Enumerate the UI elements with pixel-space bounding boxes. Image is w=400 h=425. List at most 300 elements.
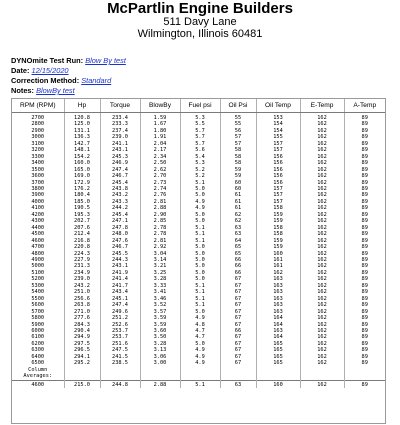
table-cell: 277.6 [64, 315, 100, 321]
table-cell: 2.92 [140, 244, 180, 250]
table-cell: 156 [256, 173, 300, 179]
table-cell: 169.0 [64, 173, 100, 179]
table-cell: 58 [220, 154, 256, 160]
table-cell: 66 [220, 270, 256, 276]
table-cell: 89 [344, 263, 385, 269]
table-cell: 162 [300, 180, 344, 186]
table-cell: 62 [220, 218, 256, 224]
averages-row [12, 380, 385, 388]
table-cell: 153 [256, 113, 300, 122]
table-cell: 131.1 [64, 128, 100, 134]
table-cell: 180.4 [64, 192, 100, 198]
table-cell: 295.2 [64, 360, 100, 366]
table-cell: 60 [220, 186, 256, 192]
table-cell: 220.8 [64, 244, 100, 250]
table-cell: 3.52 [140, 302, 180, 308]
table-cell: 4200 [31, 211, 45, 218]
table-cell: 5.2 [180, 167, 220, 173]
table-cell: 162 [300, 244, 344, 250]
table-cell: 89 [344, 334, 385, 340]
table-cell: 67 [220, 276, 256, 282]
table-cell: 5.7 [180, 141, 220, 147]
table-cell: 3800 [31, 185, 45, 192]
table-cell: 243.1 [100, 147, 140, 153]
notes-line [11, 86, 75, 95]
table-cell: 238.5 [100, 360, 140, 366]
table-cell: 1.59 [140, 113, 180, 122]
table-cell: 4900 [31, 256, 45, 263]
table-row [12, 113, 385, 122]
table-cell: 89 [344, 199, 385, 205]
table-cell: 89 [344, 328, 385, 334]
average-cell: 5.1 [180, 380, 220, 388]
table-cell: 165 [256, 354, 300, 360]
table-cell: 89 [344, 205, 385, 211]
table-cell: 5000 [31, 263, 45, 270]
table-cell: 253.7 [100, 328, 140, 334]
table-cell: 224.3 [64, 251, 100, 257]
table-cell: 66 [220, 263, 256, 269]
table-cell: 5900 [31, 321, 45, 328]
table-cell: 159 [256, 238, 300, 244]
table-cell: 162 [300, 121, 344, 127]
table-cell: 3.41 [140, 289, 180, 295]
table-cell: 256.6 [64, 296, 100, 302]
correction-link[interactable]: Standard [81, 76, 112, 85]
table-cell: 2.81 [140, 199, 180, 205]
table-cell: 89 [344, 167, 385, 173]
table-cell: 5.0 [180, 186, 220, 192]
table-cell: 2.50 [140, 160, 180, 166]
table-cell: 89 [344, 276, 385, 282]
table-cell: 67 [220, 302, 256, 308]
test-run-link[interactable]: Blow By test [85, 56, 126, 65]
table-cell-empty [220, 367, 256, 381]
table-cell: 3.59 [140, 315, 180, 321]
table-cell: 5100 [31, 269, 45, 276]
table-cell: 247.4 [100, 167, 140, 173]
table-cell: 55 [220, 113, 256, 122]
table-cell: 190.5 [64, 205, 100, 211]
table-cell: 244.3 [100, 257, 140, 263]
table-cell: 125.0 [64, 121, 100, 127]
table-cell: 5.0 [180, 276, 220, 282]
average-cell: 215.0 [64, 380, 100, 388]
table-cell: 162 [300, 218, 344, 224]
table-cell: 89 [344, 257, 385, 263]
table-cell: 5.7 [180, 134, 220, 140]
table-cell: 5.0 [180, 309, 220, 315]
table-cell: 158 [256, 205, 300, 211]
table-cell: 159 [256, 244, 300, 250]
table-cell: 245.3 [100, 154, 140, 160]
table-cell: 245.4 [100, 212, 140, 218]
table-cell: 89 [344, 251, 385, 257]
column-header: Oil Temp [256, 99, 300, 113]
table-cell: 89 [344, 134, 385, 140]
table-cell: 89 [344, 128, 385, 134]
table-cell: 3.33 [140, 283, 180, 289]
table-cell: 246.7 [100, 173, 140, 179]
table-cell: 294.9 [64, 334, 100, 340]
table-cell: 4.7 [180, 334, 220, 340]
table-cell: 162 [300, 238, 344, 244]
table-cell: 165 [256, 341, 300, 347]
company-city: Wilmington, Illinois 60481 [137, 28, 263, 40]
table-cell: 5.0 [180, 212, 220, 218]
table-cell: 6400 [31, 353, 45, 360]
correction-line [11, 76, 111, 85]
test-run-label: DYNOmite Test Run: [11, 56, 84, 65]
table-cell: 89 [344, 283, 385, 289]
table-cell: 5.7 [180, 128, 220, 134]
table-cell: 162 [300, 186, 344, 192]
table-cell-empty [140, 367, 180, 381]
table-cell: 163 [256, 302, 300, 308]
table-cell: 243.3 [100, 199, 140, 205]
table-cell: 3.50 [140, 334, 180, 340]
table-cell: 239.0 [64, 276, 100, 282]
table-cell: 89 [344, 347, 385, 353]
table-cell: 249.6 [100, 309, 140, 315]
table-cell: 247.4 [100, 302, 140, 308]
table-cell: 148.1 [64, 147, 100, 153]
table-cell: 1.80 [140, 128, 180, 134]
table-cell: 247.8 [100, 225, 140, 231]
table-cell: 5.1 [180, 296, 220, 302]
table-cell: 162 [300, 141, 344, 147]
table-cell: 162 [300, 347, 344, 353]
table-cell: 5.0 [180, 257, 220, 263]
table-cell: 233.3 [100, 121, 140, 127]
table-cell: 89 [344, 296, 385, 302]
table-cell: 227.9 [64, 257, 100, 263]
table-cell: 5.1 [180, 289, 220, 295]
table-cell: 245.5 [100, 251, 140, 257]
table-cell: 6300 [31, 347, 45, 354]
table-cell: 185.0 [64, 199, 100, 205]
column-header: BlowBy [140, 99, 180, 113]
table-cell: 156 [256, 180, 300, 186]
table-cell: 162 [300, 231, 344, 237]
table-cell: 154 [256, 121, 300, 127]
table-cell: 6200 [31, 340, 45, 347]
table-cell: 5.0 [180, 218, 220, 224]
table-cell: 61 [220, 192, 256, 198]
average-cell: 162 [300, 380, 344, 388]
table-cell: 3.04 [140, 251, 180, 257]
average-cell: 4600 [12, 380, 64, 388]
table-cell: 5800 [31, 315, 45, 322]
table-cell: 89 [344, 225, 385, 231]
table-cell: 162 [300, 302, 344, 308]
table-cell: 89 [344, 147, 385, 153]
table-cell: 162 [300, 270, 344, 276]
table-cell: 243.8 [100, 186, 140, 192]
table-cell: 4600 [31, 237, 45, 244]
table-cell: 243.2 [64, 283, 100, 289]
table-cell: 231.3 [64, 263, 100, 269]
table-cell: 65 [220, 244, 256, 250]
table-cell: 154 [256, 128, 300, 134]
table-cell: 5.2 [180, 173, 220, 179]
table-cell: 2.85 [140, 218, 180, 224]
table-cell: 263.8 [64, 302, 100, 308]
table-cell: 3100 [31, 140, 45, 147]
table-cell: 57 [220, 141, 256, 147]
dyno-data-table [11, 98, 386, 424]
table-cell: 2800 [31, 121, 45, 128]
column-header: A-Temp [344, 99, 385, 113]
table-cell: 163 [256, 283, 300, 289]
table-cell: 156 [256, 167, 300, 173]
table-cell: 5.0 [180, 341, 220, 347]
table-cell: 2.90 [140, 212, 180, 218]
table-cell: 163 [256, 309, 300, 315]
table-cell: 89 [344, 302, 385, 308]
table-cell: 243.2 [100, 192, 140, 198]
column-header: Oil Psi [220, 99, 256, 113]
table-cell: 2.88 [140, 205, 180, 211]
table-cell: 5200 [31, 276, 45, 283]
date-link[interactable]: 12/15/2020 [31, 66, 69, 75]
table-cell: 5.1 [180, 302, 220, 308]
table-cell: 5.1 [180, 231, 220, 237]
notes-link[interactable]: BlowBy test [36, 86, 75, 95]
table-cell: 3000 [31, 134, 45, 141]
table-cell: 160 [256, 251, 300, 257]
table-cell: 3.57 [140, 309, 180, 315]
average-cell: 89 [344, 380, 385, 388]
table-cell: 162 [300, 147, 344, 153]
table-cell: 89 [344, 180, 385, 186]
table-cell: 241.9 [100, 270, 140, 276]
table-cell: 3.59 [140, 322, 180, 328]
table-cell: 89 [344, 186, 385, 192]
table-cell: 158 [256, 225, 300, 231]
table-cell: 59 [220, 167, 256, 173]
table-cell: 5.4 [180, 154, 220, 160]
table-cell: 5.0 [180, 244, 220, 250]
table-cell: 162 [300, 334, 344, 340]
table-cell: 252.6 [100, 322, 140, 328]
table-cell: 3300 [31, 153, 45, 160]
table-cell: 237.4 [100, 128, 140, 134]
table-cell: 5.1 [180, 238, 220, 244]
table-cell: 5.0 [180, 251, 220, 257]
table-cell: 89 [344, 212, 385, 218]
table-cell: 67 [220, 315, 256, 321]
table-cell: 4.9 [180, 354, 220, 360]
table-cell: 195.3 [64, 212, 100, 218]
table-cell: 163 [256, 296, 300, 302]
correction-label: Correction Method: [11, 76, 80, 85]
table-cell: 162 [300, 257, 344, 263]
table-cell: 245.4 [100, 180, 140, 186]
table-cell: 165 [256, 360, 300, 366]
table-cell: 157 [256, 147, 300, 153]
table-cell: 5.0 [180, 270, 220, 276]
table-cell: 120.8 [64, 113, 100, 122]
table-cell: 160.0 [64, 160, 100, 166]
table-cell: 207.6 [64, 225, 100, 231]
table-cell: 162 [300, 225, 344, 231]
table-cell: 2900 [31, 127, 45, 134]
average-cell: 2.88 [140, 380, 180, 388]
table-cell: 162 [300, 113, 344, 122]
table-cell: 89 [344, 289, 385, 295]
table-cell: 64 [220, 238, 256, 244]
table-cell: 202.7 [64, 218, 100, 224]
table-cell: 164 [256, 315, 300, 321]
table-cell: 4800 [31, 250, 45, 257]
date-label: Date: [11, 66, 30, 75]
table-cell: 243.1 [100, 263, 140, 269]
table-cell: 4.9 [180, 347, 220, 353]
table-cell: 63 [220, 231, 256, 237]
table-cell: 162 [300, 263, 344, 269]
table-cell: 156 [256, 154, 300, 160]
table-cell: 67 [220, 283, 256, 289]
table-cell: 154.2 [64, 154, 100, 160]
table-cell: 89 [344, 173, 385, 179]
table-cell: 158 [256, 231, 300, 237]
table-cell: 89 [344, 154, 385, 160]
table-cell: 157 [256, 186, 300, 192]
table-cell: 161 [256, 257, 300, 263]
table-cell: 5300 [31, 282, 45, 289]
table-cell: 162 [300, 134, 344, 140]
table-cell: 162 [300, 251, 344, 257]
table-cell: 2.76 [140, 192, 180, 198]
table-cell: 162 [300, 309, 344, 315]
table-cell: 156 [256, 160, 300, 166]
table-cell: 157 [256, 141, 300, 147]
table-cell: 246.7 [100, 244, 140, 250]
table-cell: 159 [256, 212, 300, 218]
table-cell: 157 [256, 199, 300, 205]
average-cell: 63 [220, 380, 256, 388]
table-cell: 243.4 [100, 289, 140, 295]
table-cell: 4.9 [180, 205, 220, 211]
table-cell: 251.6 [100, 341, 140, 347]
table-cell: 162 [300, 154, 344, 160]
table-cell: 248.0 [100, 231, 140, 237]
column-header: Torque [100, 99, 140, 113]
table-cell: 162 [300, 160, 344, 166]
table-cell: 67 [220, 289, 256, 295]
table-cell: 67 [220, 341, 256, 347]
table-cell: 4.9 [180, 360, 220, 366]
table-cell: 247.1 [100, 218, 140, 224]
table-cell: 5.1 [180, 283, 220, 289]
table-cell: 61 [220, 205, 256, 211]
table-cell: 244.2 [100, 205, 140, 211]
table-cell: 2.78 [140, 231, 180, 237]
table-cell: 58 [220, 147, 256, 153]
table-cell: 3400 [31, 160, 45, 167]
table-cell: 159 [256, 218, 300, 224]
column-header: RPM (RPM) [12, 99, 64, 113]
table-cell: 89 [344, 141, 385, 147]
table-cell: 297.5 [64, 341, 100, 347]
table-cell: 163 [256, 289, 300, 295]
table-cell: 253.7 [100, 334, 140, 340]
table-cell: 89 [344, 354, 385, 360]
test-run-line [11, 56, 126, 65]
table-cell: 162 [300, 173, 344, 179]
table-cell: 2.73 [140, 180, 180, 186]
table-cell: 4.8 [180, 322, 220, 328]
table-cell: 89 [344, 113, 385, 122]
table-cell: 247.5 [100, 347, 140, 353]
table-cell: 162 [300, 322, 344, 328]
table-cell: 234.9 [64, 270, 100, 276]
table-cell: 5.0 [180, 192, 220, 198]
table-cell: 162 [300, 296, 344, 302]
table-cell: 155 [256, 134, 300, 140]
table-cell: 296.5 [64, 347, 100, 353]
table-cell: 216.8 [64, 238, 100, 244]
table-cell: 162 [300, 283, 344, 289]
table-cell-empty [180, 367, 220, 381]
table-cell: 164 [256, 322, 300, 328]
table-cell: 67 [220, 322, 256, 328]
table-cell: 89 [344, 309, 385, 315]
table-cell: 4.9 [180, 199, 220, 205]
table-cell: 251.2 [100, 315, 140, 321]
table-cell: 3.13 [140, 347, 180, 353]
table-cell: 89 [344, 192, 385, 198]
table-cell: 162 [300, 354, 344, 360]
table-cell: 89 [344, 341, 385, 347]
table-cell-empty [100, 367, 140, 381]
averages-label-row [12, 367, 385, 381]
table-cell: 89 [344, 322, 385, 328]
table-cell: 3.14 [140, 257, 180, 263]
table-cell-empty [300, 367, 344, 381]
table-cell: 4500 [31, 231, 45, 238]
company-name: McPartlin Engine Builders [107, 0, 293, 17]
table-cell: 136.3 [64, 134, 100, 140]
table-cell: 4.9 [180, 315, 220, 321]
table-cell: 284.3 [64, 322, 100, 328]
table-cell: 1.91 [140, 134, 180, 140]
table-cell: 62 [220, 212, 256, 218]
table-cell: 2.70 [140, 173, 180, 179]
table-cell: 89 [344, 315, 385, 321]
table-cell: 89 [344, 160, 385, 166]
table-cell: 66 [220, 257, 256, 263]
company-street: 511 Davy Lane [163, 16, 237, 28]
table-cell: 6500 [31, 360, 45, 367]
table-cell: 1.67 [140, 121, 180, 127]
table-cell: 3.25 [140, 270, 180, 276]
table-cell: 162 [300, 167, 344, 173]
table-cell: 63 [220, 225, 256, 231]
table-cell: 162 [300, 276, 344, 282]
table-cell: 2.74 [140, 186, 180, 192]
table-cell: 2.62 [140, 167, 180, 173]
table-cell: 5.3 [180, 160, 220, 166]
table-cell: 67 [220, 354, 256, 360]
table-cell-empty [344, 367, 385, 381]
table-cell: 162 [300, 341, 344, 347]
table-cell: 6000 [31, 327, 45, 334]
table-cell: 246.9 [100, 160, 140, 166]
table-cell: 162 [300, 315, 344, 321]
table-cell: 233.4 [100, 113, 140, 122]
